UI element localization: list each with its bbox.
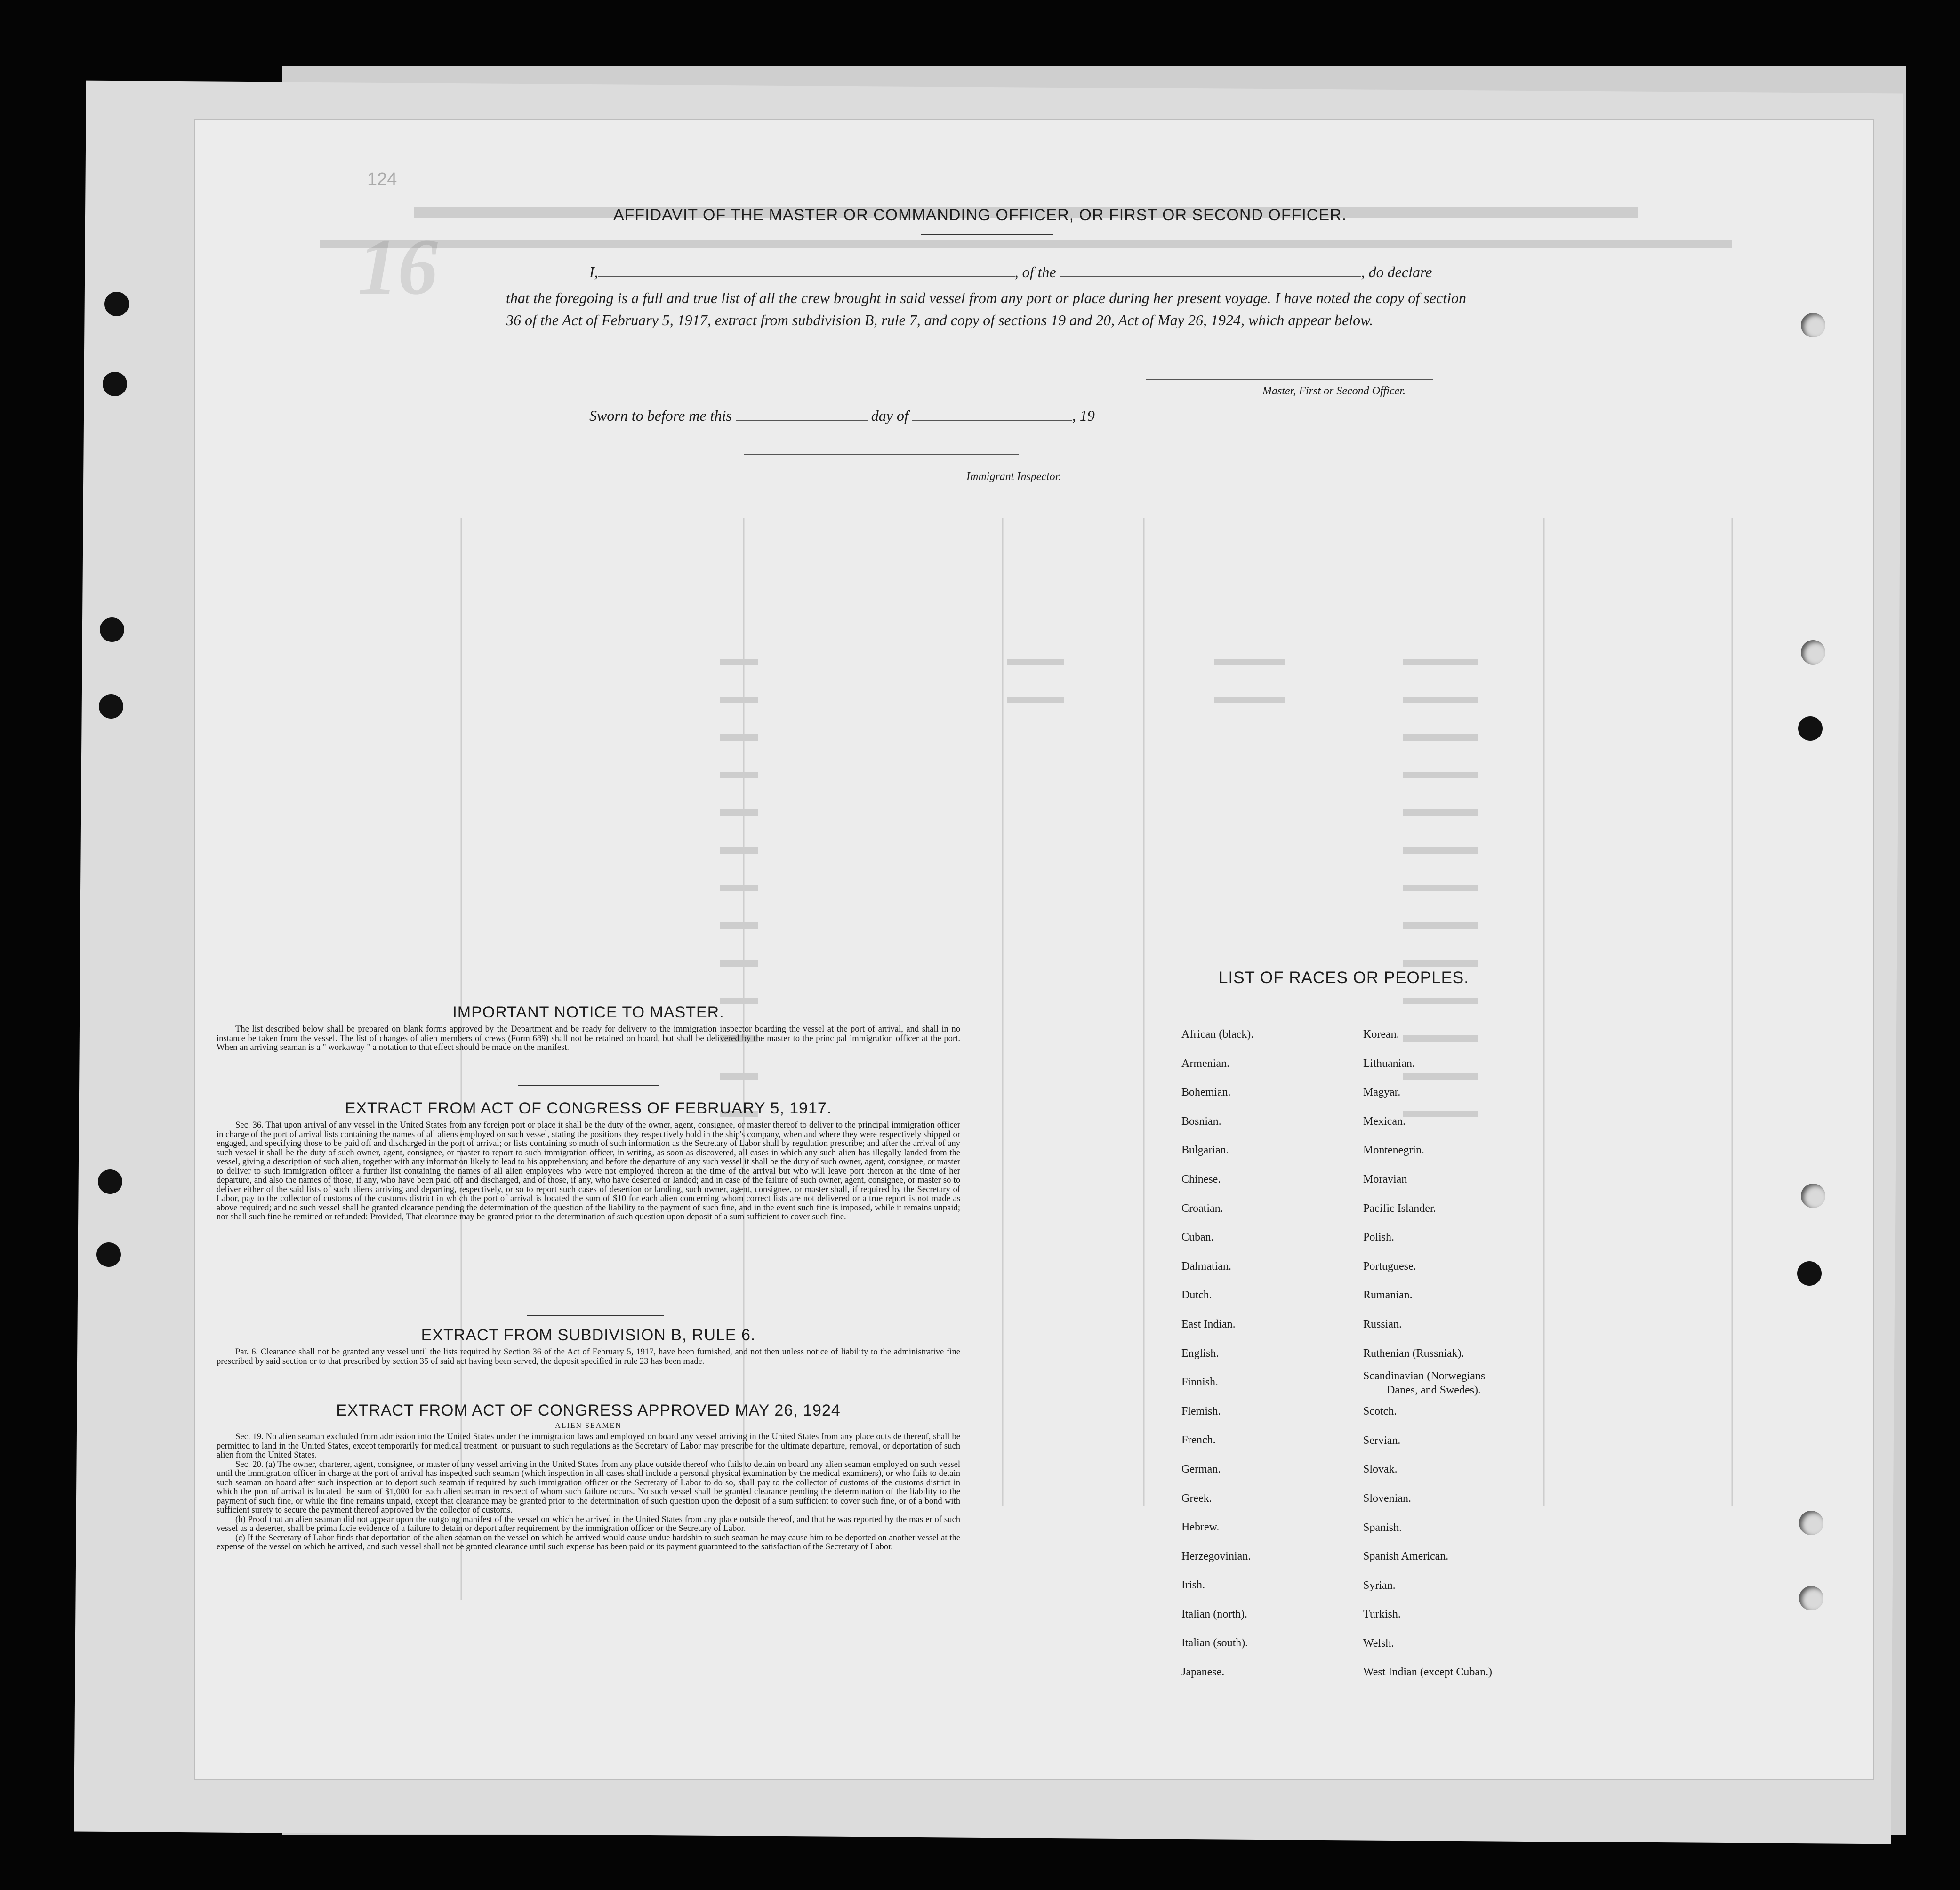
punch-hole xyxy=(98,1169,122,1194)
race-item: Ruthenian (Russniak). xyxy=(1363,1347,1464,1360)
inspector-signature-line[interactable] xyxy=(744,454,1019,455)
extract-1917-text: Sec. 36. That upon arrival of any vessel in the United States from any foreign port or place it shall be the duty of the owner, agent, consignee, or master thereof to deliver to the principal immigration officer in charge of the port of arrival lists containing the names of all aliens employed on such vessel, stating the positions they respectively hold in the ship's company, when and where they were respectively shipped or engaged, and specifying those to be paid off and discharged in the port of arrival; or lists containing so much of such information as the Secretary of Labor shall by regulation prescribe; and after the arrival of any such vessel it shall be the duty of such owner, agent, consignee, or master to report to such immigration officer, in writing, as soon as discovered, all cases in which any such alien has illegally landed from the vessel, giving a description of such alien, together with any information likely to lead to his apprehension; and before the departure of any such vessel it shall be the duty of such owner, agent, consignee, or master to deliver to such immigration officer a further list containing the names of all alien employees who were not employed thereon at the time of the arrival but who will leave port thereon at the time of her departure, and also the names of those, if any, who have been paid off and discharged, and of those, if any, who have deserted or landed; and in case of the failure of such owner, agent, consignee, or master so to deliver either of the said lists of such aliens arriving and departing, respectively, or so to report such cases of desertion or landing, such owner, agent, consignee, or master shall, if required by the Secretary of Labor, pay to the collector of customs of the customs district in which the port of arrival is located the sum of $10 for each alien concerning whom correct lists are not delivered or a true report is not made as above required; and no such vessel shall be granted clearance pending the determination of the question of the liability to the payment of such fine, and in the event such fine is imposed, while it remains unpaid; nor shall such fine be remitted or refunded: Provided, That clearance may be granted prior to the determination of such question upon deposit of a sum sufficient to cover such fine. xyxy=(217,1120,960,1222)
extract-1917-section xyxy=(217,1099,960,1222)
notice-text: The list described below shall be prepared on blank forms approved by the Department and be ready for delivery to the immigration inspector boarding the vessel at the port of arrival, and shall in no instance be taken from the vessel. The list of changes of alien members of crews (Form 689) shall not be retained on board, but shall be delivered by the master to the principal immigration officer at the port. When an arriving seaman is a " workaway " a notation to that effect should be made on the manifest. xyxy=(217,1024,960,1052)
rule6-title: EXTRACT FROM SUBDIVISION B, RULE 6. xyxy=(421,1326,756,1344)
race-item: Dutch. xyxy=(1181,1289,1212,1302)
extract-1924-section xyxy=(217,1401,960,1552)
race-item: Portuguese. xyxy=(1363,1260,1416,1273)
race-item: Herzegovinian. xyxy=(1181,1550,1251,1562)
race-item: Bosnian. xyxy=(1181,1115,1221,1128)
race-item: Greek. xyxy=(1181,1492,1212,1505)
year-label: , 19 xyxy=(1072,407,1095,424)
race-item: Pacific Islander. xyxy=(1363,1202,1436,1215)
section-divider xyxy=(518,1085,659,1086)
day-of-label: day of xyxy=(871,407,908,424)
section-divider xyxy=(527,1315,664,1316)
race-item: Rumanian. xyxy=(1363,1289,1413,1302)
race-item: Montenegrin. xyxy=(1363,1144,1424,1157)
punch-hole xyxy=(99,694,123,719)
race-item-scandinavian xyxy=(1363,1368,1492,1397)
race-item: Polish. xyxy=(1363,1231,1395,1244)
race-item: Armenian. xyxy=(1181,1057,1229,1070)
master-signature-caption: Master, First or Second Officer. xyxy=(1262,385,1406,397)
race-item: West Indian (except Cuban.) xyxy=(1363,1666,1492,1679)
race-item: Magyar. xyxy=(1363,1086,1401,1099)
page-number: 124 xyxy=(367,169,397,189)
race-item: Scandinavian (Norwegians xyxy=(1363,1370,1486,1383)
affidavit-title: AFFIDAVIT OF THE MASTER OR COMMANDING OFFICER, OR FIRST OR SECOND OFFICER. xyxy=(613,206,1347,224)
races-left-column xyxy=(1181,1020,1253,1687)
affidavit-body: that the foregoing is a full and true list of all the crew brought in said vessel from any port or place during her present voyage. I have noted the copy of section 36 of the Act of February 5, 1917, extract from subdivision B, rule 7, and copy of sections 19 and 20, Act of May 26, 1924, which appear below. xyxy=(506,289,1466,328)
race-item: French. xyxy=(1181,1434,1216,1447)
race-item: Cuban. xyxy=(1181,1231,1214,1244)
of-the-label: , of the xyxy=(1014,264,1056,280)
race-item: Slovenian. xyxy=(1363,1492,1411,1505)
sworn-line xyxy=(589,407,1095,424)
race-item: Italian (north). xyxy=(1181,1608,1247,1620)
rule6-section xyxy=(217,1326,960,1366)
race-item: Slovak. xyxy=(1363,1463,1398,1476)
extract-1924-title: EXTRACT FROM ACT OF CONGRESS APPROVED MAY 26, 1924 xyxy=(336,1401,841,1419)
race-item: Bulgarian. xyxy=(1181,1144,1229,1157)
race-item: African (black). xyxy=(1181,1028,1254,1041)
declare-label: , do declare xyxy=(1361,264,1432,280)
name-blank[interactable] xyxy=(598,276,1015,277)
race-item: German. xyxy=(1181,1463,1221,1475)
race-item: Hebrew. xyxy=(1181,1521,1220,1534)
race-item: Flemish. xyxy=(1181,1405,1221,1418)
sec20c-text: (c) If the Secretary of Labor finds that deportation of the alien seaman on the vessel on which he arrived would cause undue hardship to such seaman he may cause him to be deported on another vessel at the expense of the vessel on which he arrived, and such vessel shall not be granted clearance until such expense has been paid or its payment guaranteed to the satisfaction of the Secretary of Labor. xyxy=(217,1532,960,1552)
race-item: Irish. xyxy=(1181,1579,1205,1592)
sec20a-text: Sec. 20. (a) The owner, charterer, agent, consignee, or master of any vessel arriving in the United States from any place outside thereof who fails to detain on board any alien seaman employed on such vessel until the immigration officer in charge at the port of arrival has inspected such seaman (which inspection in all cases shall include a personal physical examination by the medical examiners), or who fails to detain such seaman on board after such inspection or to deport such seaman if required by such immigration officer or the Secretary of Labor to do so, shall pay to the collector of customs of the customs district in which the port of arrival is located the sum of $1,000 for each alien seaman in respect of whom such failure occurs. No such vessel shall be granted clearance pending the determination of the liability to the payment of such fine, or while the fine remains unpaid, except that clearance may be granted prior to the determination of such question upon the deposit of a sum sufficient to cover such fine, or of a bond with sufficient surety to secure the payment thereof approved by the collector of customs. xyxy=(217,1459,960,1515)
punch-hole xyxy=(104,292,129,316)
race-item: Servian. xyxy=(1363,1434,1401,1447)
race-item: Bohemian. xyxy=(1181,1086,1231,1099)
alien-seamen-subtitle: ALIEN SEAMEN xyxy=(555,1422,622,1430)
notice-section xyxy=(217,1003,960,1052)
race-item: Croatian. xyxy=(1181,1202,1223,1215)
race-item: Italian (south). xyxy=(1181,1637,1248,1650)
rule6-text: Par. 6. Clearance shall not be granted any vessel until the lists required by Section 36 of the Act of February 5, 1917, have been furnished, and not then unless notice of liability to the administrative fine prescribed by said section or to that prescribed by section 35 of said act having been served, the deposit specified in rule 23 has been made. xyxy=(217,1347,960,1366)
race-item: East Indian. xyxy=(1181,1318,1236,1330)
title-underline xyxy=(921,234,1053,235)
race-item: English. xyxy=(1181,1347,1219,1360)
race-item: Spanish. xyxy=(1363,1521,1402,1534)
vessel-blank[interactable] xyxy=(1060,276,1361,277)
sworn-label: Sworn to before me this xyxy=(589,407,732,424)
race-item: Turkish. xyxy=(1363,1608,1401,1621)
race-item: Chinese. xyxy=(1181,1173,1221,1185)
notice-title: IMPORTANT NOTICE TO MASTER. xyxy=(452,1003,724,1021)
sec19-text: Sec. 19. No alien seaman excluded from admission into the United States under the immigration laws and employed on board any vessel arriving in the United States from any place outside thereof, shall be permitted to land in the United States, except temporarily for medical treatment, or pursuant to such regulations as the Secretary of Labor may prescribe for the ultimate departure, removal, or deportation of such alien from the United States. xyxy=(217,1432,960,1460)
declaration-line xyxy=(589,264,1432,281)
master-signature-line[interactable] xyxy=(1146,379,1433,380)
races-title: LIST OF RACES OR PEOPLES. xyxy=(1219,969,1470,987)
race-item: Finnish. xyxy=(1181,1376,1219,1389)
i-label: I, xyxy=(589,264,598,280)
month-blank[interactable] xyxy=(912,420,1072,421)
extract-1917-title: EXTRACT FROM ACT OF CONGRESS OF FEBRUARY 5, 1917. xyxy=(345,1099,832,1117)
punch-hole xyxy=(103,372,127,396)
race-item: Danes, and Swedes). xyxy=(1387,1384,1481,1397)
race-item: Scotch. xyxy=(1363,1405,1397,1418)
races-right-column xyxy=(1363,1020,1492,1687)
race-item: Russian. xyxy=(1363,1318,1402,1330)
race-item: Syrian. xyxy=(1363,1579,1396,1592)
sec20b-text: (b) Proof that an alien seaman did not appear upon the outgoing manifest of the vessel on which he arrived in the United States from any place outside thereof, and that he was reported by the master of such vessel as a deserter, shall be prima facie evidence of a failure to detain or deport after requirement by the immigration officer or the Secretary of Labor. xyxy=(217,1514,960,1533)
race-item: Japanese. xyxy=(1181,1666,1225,1679)
race-item: Welsh. xyxy=(1363,1637,1394,1650)
race-item: Korean. xyxy=(1363,1028,1399,1041)
handwritten-number: 16 xyxy=(358,223,438,311)
day-blank[interactable] xyxy=(736,420,868,421)
race-item: Mexican. xyxy=(1363,1115,1406,1128)
punch-hole xyxy=(96,1242,121,1267)
race-item: Moravian xyxy=(1363,1173,1407,1185)
punch-hole xyxy=(100,617,124,642)
race-item: Lithuanian. xyxy=(1363,1057,1415,1070)
race-item: Dalmatian. xyxy=(1181,1260,1231,1273)
race-item: Spanish American. xyxy=(1363,1550,1449,1563)
inspector-caption: Immigrant Inspector. xyxy=(966,471,1061,483)
